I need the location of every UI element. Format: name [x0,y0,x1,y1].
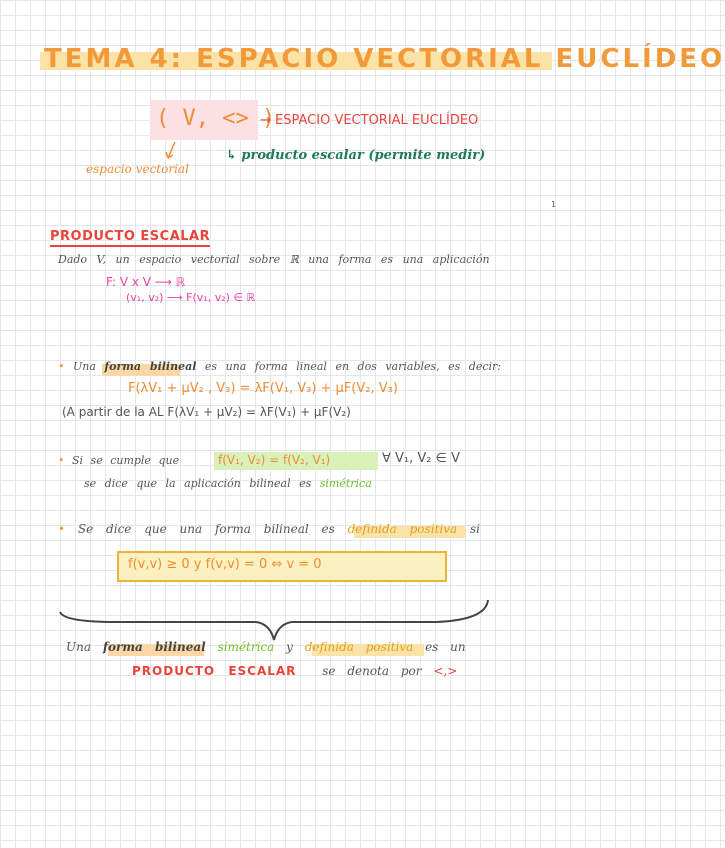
conclusion-w4: se denota por [322,664,422,678]
bullet: • [58,360,65,373]
left-note: espacio vectorial [86,162,189,176]
symmetry-line-2 [84,477,372,490]
section-intro: Dado V, un espacio vectorial sobre ℝ una forma es una aplicación [58,253,490,266]
definida-term: definida positiva [347,522,458,536]
definida-line [58,522,480,536]
bullet: • [58,522,66,536]
bilineal-term: forma bilineal [104,360,197,373]
page-number: 1 [551,200,557,209]
conclusion-w2: y [286,640,293,654]
symmetry-line2-pre: se dice que la aplicación bilineal es [84,477,312,490]
bullet: • [58,454,65,467]
conclusion-line [66,640,466,654]
conclusion-w1: Una [66,640,91,654]
map-line-2: (v₁, v₂) ⟶ F(v₁, v₂) ∈ ℝ [126,291,256,304]
conclusion-t1: forma bilineal [102,640,206,654]
conclusion-t2: simétrica [217,640,275,654]
symmetry-forall: ∀ V₁, V₂ ∈ V [382,451,460,466]
bilineal-eq-2: (A partir de la AL F(λV₁ + μV₂) = λF(V₁) + μF(V₂) [62,405,351,419]
bilineal-eq-1: F(λV₁ + μV₂ , V₃) = λF(V₁, V₃) + μF(V₂, V₃) [128,381,398,396]
bilineal-post: es una forma lineal en dos variables, es decir: [204,360,501,373]
symmetry-term: simétrica [319,477,372,490]
definida-box-text: f(v,v) ≥ 0 y f(v,v) = 0 ⇔ v = 0 [128,557,322,572]
symmetry-pre: Si se cumple que [72,454,180,467]
symmetry-eq: f(V₁, V₂) = f(V₂, V₁) [218,453,331,467]
map-line-1: F: V x V ⟶ ℝ [106,275,186,289]
definida-post: si [469,522,480,536]
conclusion-product: PRODUCTO ESCALAR [132,664,297,678]
pair-notation: ( V, <> ) [156,106,276,131]
brace-icon [56,592,492,646]
conclusion-line-2 [132,664,457,678]
section-heading: PRODUCTO ESCALAR [50,229,210,247]
right-note: ↳ producto escalar (permite medir) [226,148,486,163]
bilineal-line [58,360,501,373]
definida-pre: Se dice que una forma bilineal es [77,522,335,536]
conclusion-w3: es un [425,640,466,654]
conclusion-symbol: <,> [433,664,458,678]
conclusion-t3: definida positiva [304,640,414,654]
left-arrow-icon [160,140,180,164]
page-title: TEMA 4: ESPACIO VECTORIAL EUCLÍDEO [44,44,725,74]
symmetry-line [58,454,179,467]
bilineal-pre: Una [73,360,96,373]
pair-arrow-label: → ESPACIO VECTORIAL EUCLÍDEO [260,113,479,128]
